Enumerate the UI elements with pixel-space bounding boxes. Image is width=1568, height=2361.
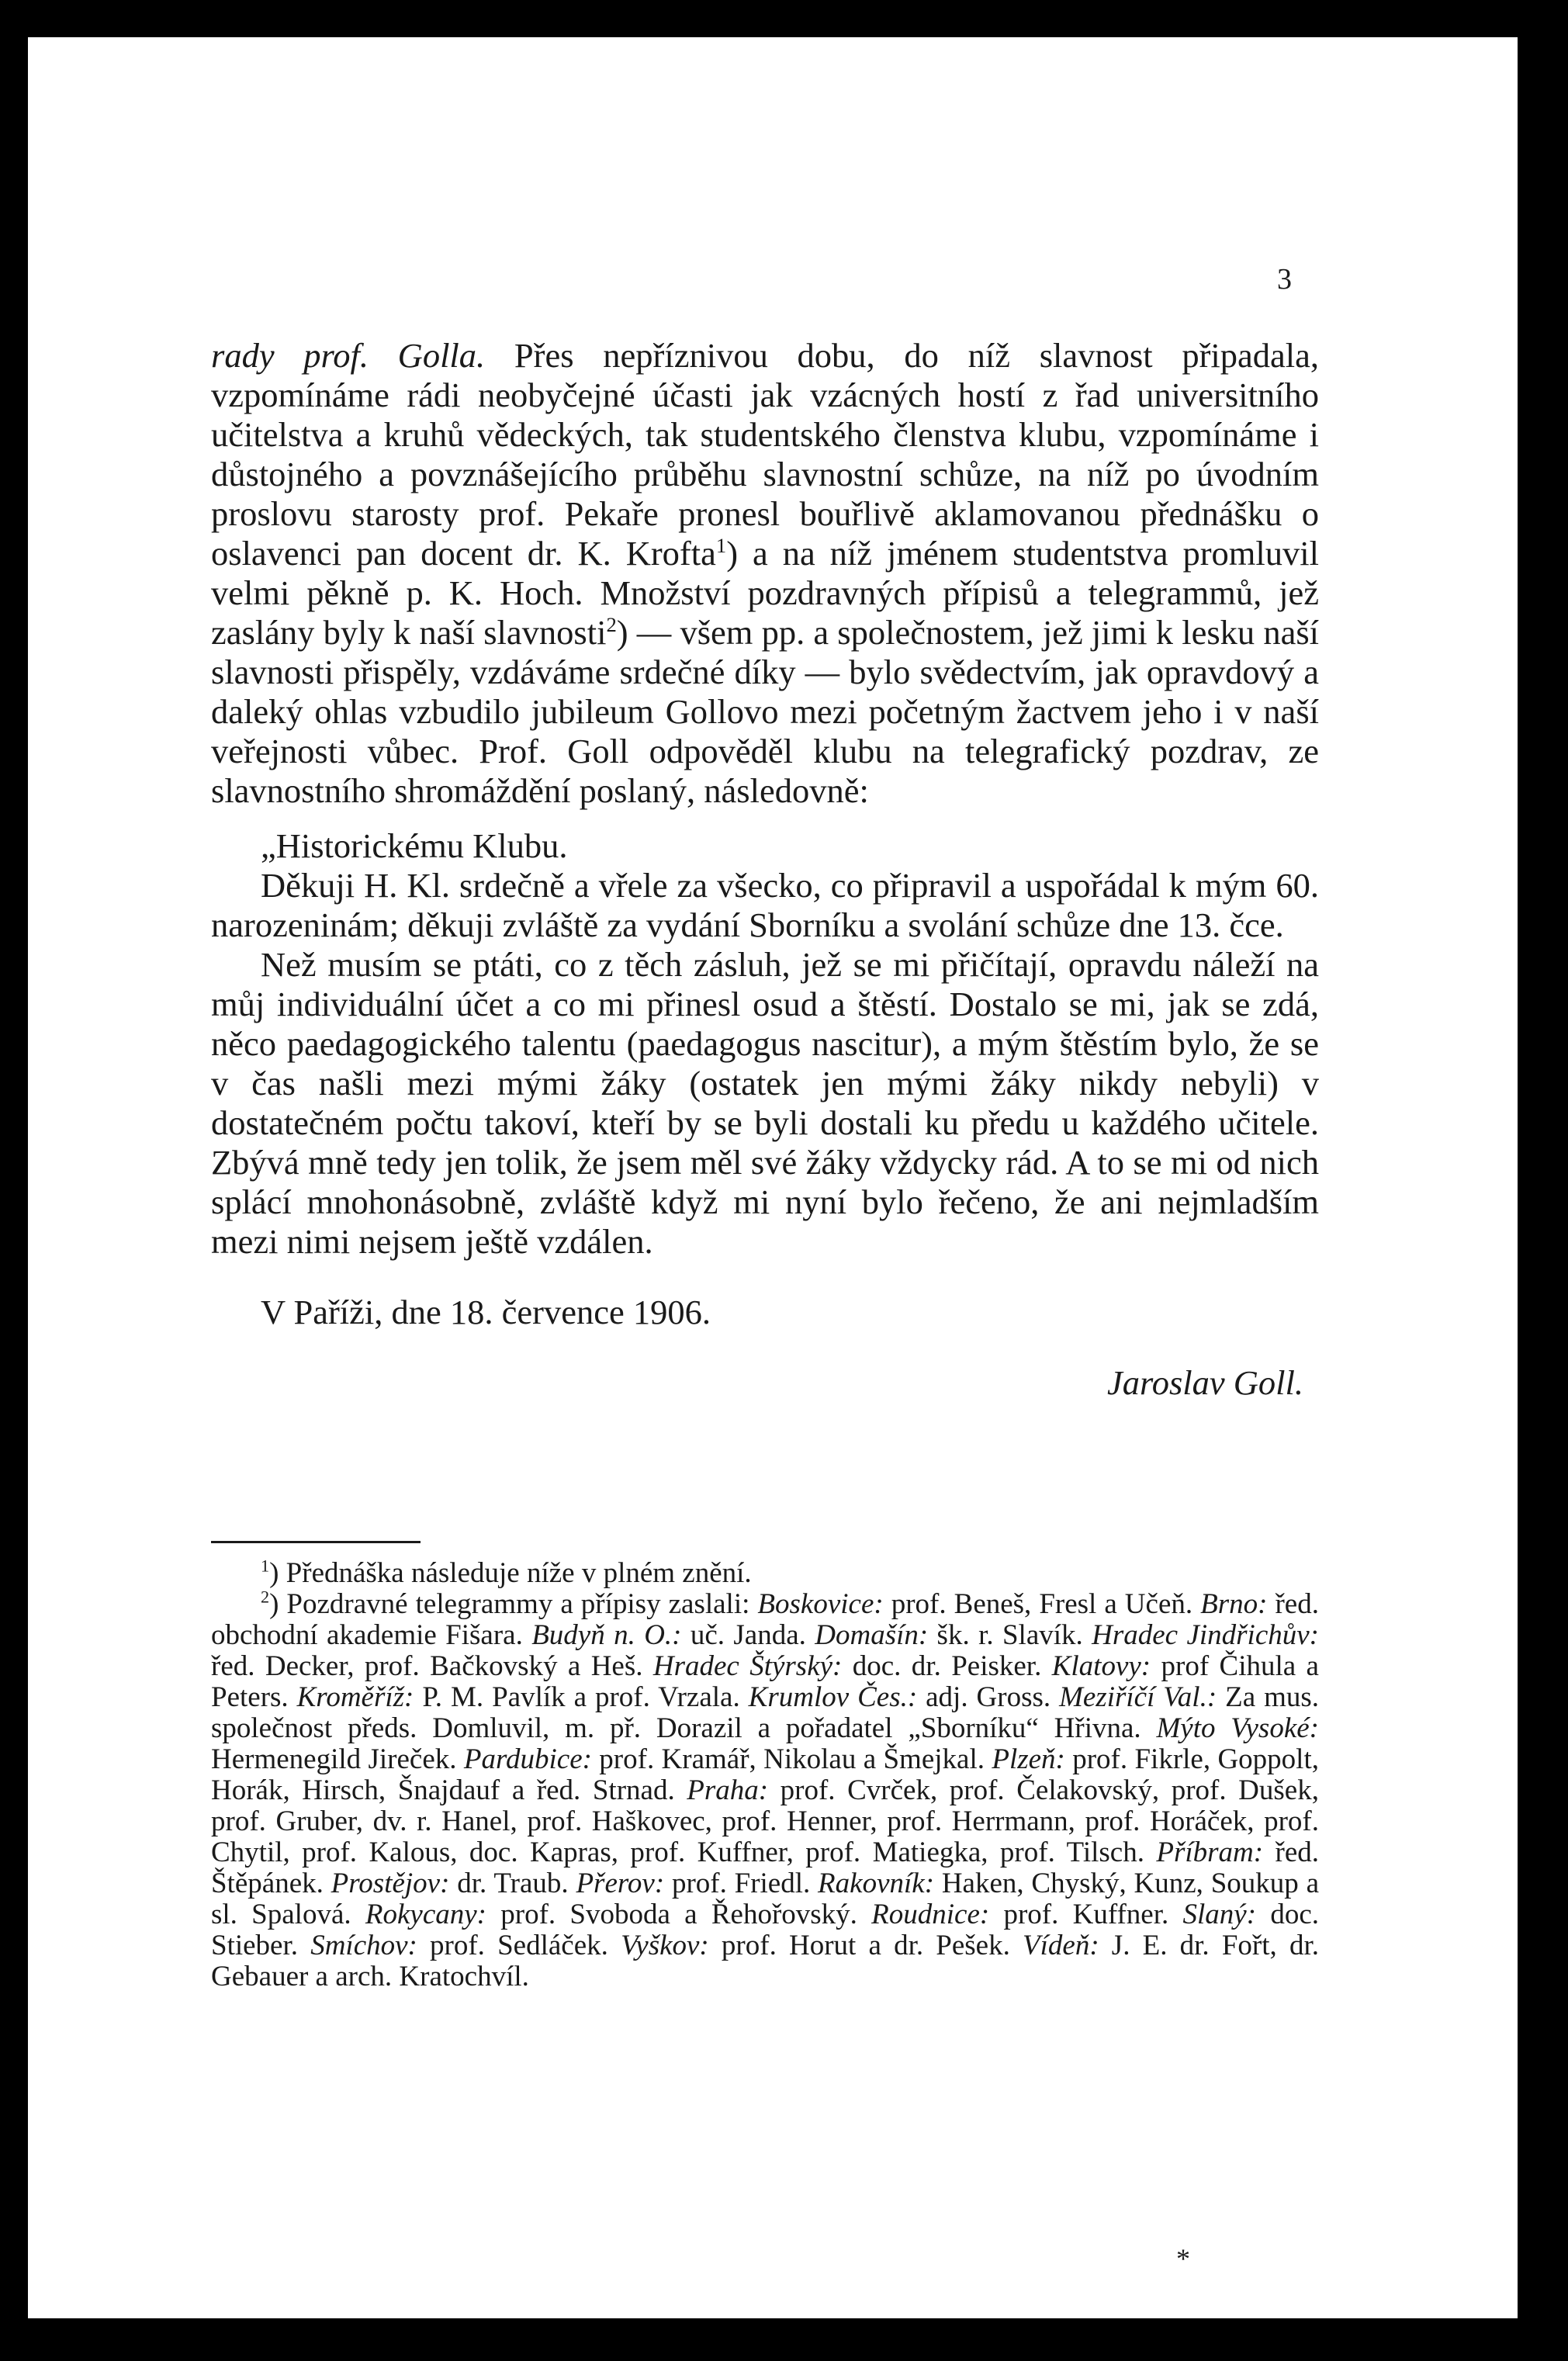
footnote-place-name: Vyškov: bbox=[621, 1930, 709, 1961]
footnote-place-name: Budyň n. O.: bbox=[531, 1619, 682, 1651]
footnote-1-mark: 1 bbox=[261, 1556, 270, 1576]
footnote-names: šk. r. Slavík. bbox=[928, 1619, 1092, 1651]
footnote-names: prof. Sedláček. bbox=[417, 1930, 621, 1961]
footnote-place-name: Hradec Jindřichův: bbox=[1092, 1619, 1319, 1651]
footnote-ref-1[interactable]: 1 bbox=[715, 534, 727, 558]
footnote-place-name: Smíchov: bbox=[310, 1930, 417, 1961]
paragraph-2: Děkuji H. Kl. srdečně a vřele za všecko, co připravil a uspořádal k mým 60. narozeninám; děkuji zvláště za vydání Sborníku a svolání schůze dne 13. čce. bbox=[211, 866, 1319, 944]
footnote-names: prof Čihula a Peters. bbox=[211, 1650, 1319, 1713]
paragraph-1 bbox=[211, 336, 1319, 811]
footnote-names: prof. Horut a dr. Pešek. bbox=[708, 1930, 1023, 1961]
footnote-1 bbox=[211, 1558, 1319, 1589]
footnote-place-name: Plzeň: bbox=[992, 1743, 1065, 1775]
footnote-place-name: Rakovník: bbox=[818, 1868, 935, 1899]
footnote-2-intro: ) Pozdravné telegrammy a přípisy zaslali: bbox=[269, 1588, 758, 1620]
footnote-place-name: Přerov: bbox=[576, 1868, 665, 1899]
footnote-place-name: Mýto Vysoké: bbox=[1156, 1712, 1319, 1744]
footnote-place-name: Meziříčí Val.: bbox=[1059, 1681, 1217, 1713]
footnote-names: prof. Svoboda a Řehořovský. bbox=[486, 1899, 872, 1930]
footnote-ref-2[interactable]: 2 bbox=[606, 613, 617, 637]
footnote-names: prof. Fikrle, Goppolt, Horák, Hirsch, Šnajdauf a řed. Strnad. bbox=[211, 1743, 1319, 1806]
footnote-place-name: Praha: bbox=[687, 1774, 769, 1806]
footnote-names: prof. Friedl. bbox=[664, 1868, 819, 1899]
footnote-place-name: Kroměříž: bbox=[296, 1681, 414, 1713]
footnote-1-text: ) Přednáška následuje níže v plném znění. bbox=[269, 1557, 752, 1589]
footnote-names: P. M. Pavlík a prof. Vrzala. bbox=[414, 1681, 749, 1713]
footnote-names: řed. obchodní akademie Fišara. bbox=[211, 1588, 1319, 1651]
footnote-2 bbox=[211, 1589, 1319, 1992]
footnote-separator bbox=[211, 1541, 421, 1543]
footnote-names: J. E. dr. Fořt, dr. Gebauer a arch. Kratochvíl. bbox=[211, 1930, 1319, 1992]
footnote-names: dr. Traub. bbox=[449, 1868, 576, 1899]
footnote-names: řed. Štěpánek. bbox=[211, 1837, 1319, 1899]
footnote-names: adj. Gross. bbox=[917, 1681, 1060, 1713]
paragraph-1-text: Přes nepříznivou dobu, do níž slavnost připadala, vzpomínáme rádi neobyčejné účasti jak vzácných hostí z řad universitního učitelstva a kruhů vědeckých, tak studentského členstva klubu, vzpomínáme i důstojného a povznášejícího průběhu slavnostní schůze, na níž po úvodním proslovu starosty prof. Pekaře pronesl bouřlivě aklamovanou přednášku o oslavenci pan docent dr. K. Krofta bbox=[211, 336, 1319, 573]
footnote-names: Za mus. společnost předs. Domluvil, m. př. Dorazil a pořadatel „Sborníku“ Hřivna. bbox=[211, 1681, 1320, 1744]
footnote-place-name: Příbram: bbox=[1156, 1837, 1264, 1868]
footnote-names: Hermenegild Jireček. bbox=[211, 1743, 464, 1775]
footnote-names: doc. dr. Peisker. bbox=[842, 1650, 1052, 1682]
footnote-place-name: Slaný: bbox=[1182, 1899, 1257, 1930]
footnote-place-name: Domašín: bbox=[815, 1619, 929, 1651]
footnote-place-name: Pardubice: bbox=[463, 1743, 592, 1775]
footnote-names: prof. Cvrček, prof. Čelakovský, prof. Dušek, prof. Gruber, dv. r. Hanel, prof. Haškovec, prof. Henner, prof. Herrmann, prof. Horáček, prof. Chytil, prof. Kalous, doc. Kapras, prof. Kuffner, prof. Matiegka, prof. Tilsch. bbox=[211, 1774, 1319, 1868]
footnote-names: řed. Decker, prof. Bačkovský a Heš. bbox=[211, 1650, 653, 1682]
footnote-place-name: Roudnice: bbox=[871, 1899, 990, 1930]
salutation: „Historickému Klubu. bbox=[261, 826, 568, 865]
footnote-names: prof. Kuffner. bbox=[989, 1899, 1183, 1930]
footnote-place-name: Vídeň: bbox=[1023, 1930, 1099, 1961]
footnotes bbox=[211, 1558, 1319, 1992]
footnote-place-name: Hradec Štýrský: bbox=[652, 1650, 843, 1682]
footnote-place-name: Prostějov: bbox=[331, 1868, 450, 1899]
footnote-place-name: Brno: bbox=[1200, 1588, 1268, 1620]
footnote-names: Haken, Chyský, Kunz, Soukup a sl. Spalová. bbox=[211, 1868, 1319, 1930]
footnote-place-name: Rokycany: bbox=[365, 1899, 487, 1930]
page-number: 3 bbox=[1277, 263, 1292, 296]
footnote-names: prof. Kramář, Nikolau a Šmejkal. bbox=[591, 1743, 992, 1775]
lead-italic-text: rady prof. Golla. bbox=[211, 336, 486, 375]
paragraph-1-text-3: ) — všem pp. a společnostem, jež jimi k lesku naší slavnosti přispěly, vzdáváme srdečné díky — bylo svědectvím, jak opravdový a daleký ohlas vzbudilo jubileum Gollovo mezi početným žactvem jeho i v naší veřejnosti vůbec. Prof. Goll odpověděl klubu na telegrafický pozdrav, ze slavnostního shromáždění poslaný, následovně: bbox=[211, 613, 1319, 810]
footnote-names: prof. Beneš, Fresl a Učeň. bbox=[883, 1588, 1201, 1620]
footnote-2-mark: 2 bbox=[261, 1587, 270, 1607]
main-text bbox=[211, 336, 1319, 1403]
paragraph-1-text-2: ) a na níž jménem studentstva promluvil velmi pěkně p. K. Hoch. Množství pozdravných přípisů a telegrammů, jež zaslány byly k naší slavnosti bbox=[211, 534, 1319, 652]
date-line: V Paříži, dne 18. července 1906. bbox=[261, 1293, 711, 1331]
document-page bbox=[28, 37, 1518, 2318]
footnote-names: uč. Janda. bbox=[681, 1619, 815, 1651]
footnote-place-name: Krumlov Čes.: bbox=[748, 1681, 918, 1713]
paragraph-3: Než musím se ptáti, co z těch zásluh, jež se mi přičítají, opravdu náleží na můj individuální účet a co mi přinesl osud a štěstí. Dostalo se mi, jak se zdá, něco paedagogického talentu (paedagogus nascitur), a mým štěstím bylo, že se v čas našli mezi mými žáky (ostatek jen mými žáky nikdy nebyli) v dostatečném počtu takoví, kteří by se byli dostali ku předu u každého učitele. Zbývá mně tedy jen tolik, že jsem měl své žáky vždycky rád. A to se mi od nich splácí mnohonásobně, zvláště když mi nyní bylo řečeno, že ani nejmladším mezi nimi nejsem ještě vzdálen. bbox=[211, 945, 1319, 1261]
ornament-asterisk: * bbox=[1176, 2243, 1190, 2274]
footnote-place-name: Boskovice: bbox=[757, 1588, 884, 1620]
footnote-place-name: Klatovy: bbox=[1051, 1650, 1151, 1682]
footnote-names: doc. Stieber. bbox=[211, 1899, 1319, 1961]
signature: Jaroslav Goll. bbox=[1107, 1363, 1303, 1402]
